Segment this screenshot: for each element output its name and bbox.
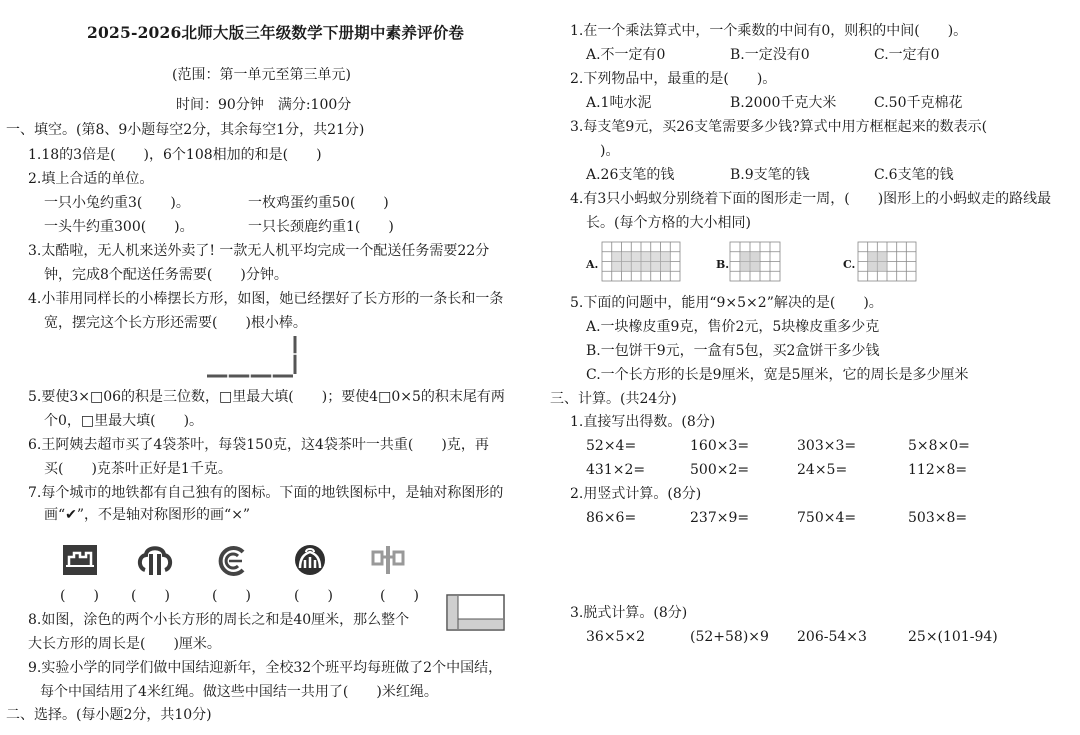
q3-2-item: 237×9= — [690, 510, 750, 526]
q2-5-option-b[interactable]: B.一包饼干9元，一盒有5包，买2盒饼干多少钱 — [586, 343, 880, 359]
q3-1-item: 24×5= — [797, 462, 848, 478]
section-3-heading: 三、计算。(共24分) — [550, 391, 677, 407]
q1-7-answer-1[interactable]: ( ) — [60, 588, 99, 604]
q2-1-option-a[interactable]: A.不一定有0 — [586, 47, 666, 63]
q3-1-item: 431×2= — [586, 462, 646, 478]
q2-4-option-b[interactable]: B. — [716, 258, 730, 271]
q3-3-item: 36×5×2 — [586, 629, 646, 645]
section-2-heading: 二、选择。(每小题2分，共10分) — [6, 707, 212, 723]
q1-2-d: 一只长颈鹿约重1( ) — [248, 219, 394, 235]
grid-figure-c — [858, 242, 918, 282]
q1-7-line2: 画“✔”，不是轴对称图形的画“×” — [44, 507, 251, 523]
q1-7-answer-4[interactable]: ( ) — [294, 588, 333, 604]
q2-5-option-c[interactable]: C.一个长方形的长是9厘米，宽是5厘米，它的周长是多少厘米 — [586, 367, 969, 383]
q1-7-answer-3[interactable]: ( ) — [212, 588, 251, 604]
q2-5-option-a[interactable]: A.一块橡皮重9克，售价2元，5块橡皮重多少克 — [586, 319, 880, 335]
q1-2-b: 一枚鸡蛋约重50( ) — [248, 195, 389, 211]
q1-2-a: 一只小兔约重3( )。 — [44, 195, 190, 211]
subway-icon-1 — [62, 544, 98, 576]
q2-4-option-a[interactable]: A. — [586, 258, 599, 271]
q2-3-option-b[interactable]: B.9支笔的钱 — [730, 167, 810, 183]
grid-figure-a — [602, 242, 682, 282]
q3-2-item: 750×4= — [797, 510, 857, 526]
q2-3-line2: )。 — [586, 143, 620, 159]
q3-2-item: 86×6= — [586, 510, 637, 526]
q2-3-option-c[interactable]: C.6支笔的钱 — [874, 167, 954, 183]
section-1-heading: 一、填空。(第8、9小题每空2分，其余每空1分，共21分) — [6, 122, 365, 138]
page-title: 2025-2026北师大版三年级数学下册期中素养评价卷 — [87, 23, 465, 42]
q3-2-item: 503×8= — [908, 510, 968, 526]
q1-7-answer-2[interactable]: ( ) — [131, 588, 170, 604]
q1-7-line1: 7.每个城市的地铁都有自己独有的图标。下面的地铁图标中，是轴对称图形的 — [28, 485, 504, 501]
q3-1-item: 112×8= — [908, 462, 968, 478]
rectangle-figure — [446, 594, 506, 632]
q2-2-option-c[interactable]: C.50千克棉花 — [874, 95, 963, 111]
q3-2: 2.用竖式计算。(8分) — [570, 486, 702, 502]
q1-4-line2: 宽，摆完这个长方形还需要( )根小棒。 — [44, 315, 307, 331]
q2-1-option-c[interactable]: C.一定有0 — [874, 47, 940, 63]
q2-1-option-b[interactable]: B.一定没有0 — [730, 47, 810, 63]
q3-1-item: 160×3= — [690, 438, 750, 454]
q1-7-answer-5[interactable]: ( ) — [380, 588, 419, 604]
q1-9-line1: 9.实验小学的同学们做中国结迎新年，全校32个班平均每班做了2个中国结， — [28, 660, 503, 676]
q2-2-option-a[interactable]: A.1吨水泥 — [586, 95, 652, 111]
q3-1-item: 5×8×0= — [908, 438, 970, 454]
q1-2-c: 一头牛约重300( )。 — [44, 219, 194, 235]
subway-icon-4 — [292, 542, 328, 576]
q3-3-item: 206-54×3 — [797, 629, 867, 645]
q2-2-option-b[interactable]: B.2000千克大米 — [730, 95, 837, 111]
q3-3-item: (52+58)×9 — [690, 629, 769, 645]
q2-2: 2.下列物品中，最重的是( )。 — [570, 71, 777, 87]
q1-2: 2.填上合适的单位。 — [28, 171, 154, 187]
q1-4-line1: 4.小菲用同样长的小棒摆长方形，如图，她已经摆好了长方形的一条长和一条 — [28, 291, 504, 307]
q2-4-option-c[interactable]: C. — [843, 258, 856, 271]
q3-1-item: 303×3= — [797, 438, 857, 454]
q1-5-line2: 个0，□里最大填( )。 — [44, 413, 204, 429]
q2-4-line2: 长。(每个方格的大小相同) — [586, 215, 751, 231]
q2-3-option-a[interactable]: A.26支笔的钱 — [586, 167, 675, 183]
subway-icon-5 — [370, 544, 406, 576]
sticks-figure — [205, 334, 305, 382]
q1-8-line2: 大长方形的周长是( )厘米。 — [28, 636, 221, 652]
q2-4-line1: 4.有3只小蚂蚁分别绕着下面的图形走一周，( )图形上的小蚂蚁走的路线最 — [570, 191, 1052, 207]
q2-5: 5.下面的问题中，能用“9×5×2”解决的是( )。 — [570, 295, 883, 311]
exam-scope: (范围：第一单元至第三单元) — [172, 67, 351, 83]
q1-8-line1: 8.如图，涂色的两个小长方形的周长之和是40厘米，那么整个 — [28, 612, 410, 628]
q1-3-line2: 钟，完成8个配送任务需要( )分钟。 — [44, 267, 288, 283]
q1-1: 1.18的3倍是( )，6个108相加的和是( ) — [28, 147, 322, 163]
q1-3-line1: 3.太酷啦，无人机来送外卖了! 一款无人机平均完成一个配送任务需要22分 — [28, 243, 490, 259]
grid-figure-b — [730, 242, 782, 282]
q1-9-line2: 每个中国结用了4米红绳。做这些中国结一共用了( )米红绳。 — [40, 684, 438, 700]
q1-5-line1: 5.要使3×□06的积是三位数，□里最大填( )；要使4□0×5的积末尾有两 — [28, 389, 505, 405]
q3-3-item: 25×(101-94) — [908, 629, 998, 645]
q2-1: 1.在一个乘法算式中，一个乘数的中间有0，则积的中间( )。 — [570, 23, 968, 39]
q1-6-line1: 6.王阿姨去超市买了4袋茶叶，每袋150克，这4袋茶叶一共重( )克，再 — [28, 437, 489, 453]
q2-3-line1: 3.每支笔9元，买26支笔需要多少钱?算式中用方框框起来的数表示( — [570, 119, 988, 135]
subway-icon-2 — [136, 542, 174, 578]
q3-3: 3.脱式计算。(8分) — [570, 605, 688, 621]
q3-1-item: 500×2= — [690, 462, 750, 478]
subway-icon-3 — [216, 544, 250, 578]
q3-1-item: 52×4= — [586, 438, 637, 454]
q3-1: 1.直接写出得数。(8分) — [570, 414, 716, 430]
q1-6-line2: 买( )克茶叶正好是1千克。 — [44, 461, 232, 477]
exam-time-score: 时间：90分钟 满分:100分 — [176, 97, 352, 113]
